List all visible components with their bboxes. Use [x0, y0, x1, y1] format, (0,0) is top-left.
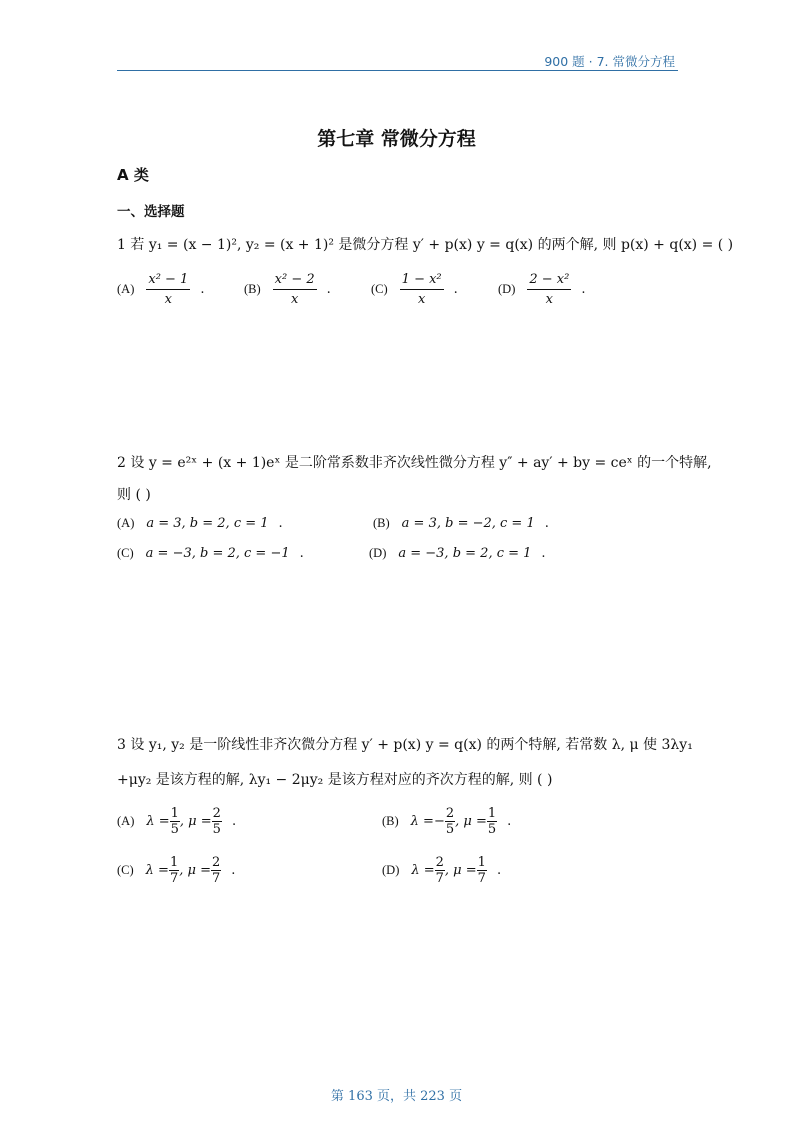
option-fraction — [273, 272, 317, 307]
option-label: (B) — [373, 516, 390, 530]
option-label: (C) — [371, 282, 388, 296]
option-fraction — [527, 272, 571, 307]
q2-option-b: (B) a = 3, b = −2, c = 1 . — [373, 516, 549, 531]
question-1-stem — [117, 235, 733, 255]
header-rule — [117, 70, 678, 71]
question-2-stem-line1 — [117, 453, 712, 473]
q1-option-b: (B) $\frac{\text{x² − 2}}{x}$ . — [244, 272, 331, 307]
option-label: (D) — [498, 282, 516, 296]
option-text: a = 3, b = 2, c = 1 — [146, 516, 269, 531]
denominator: x — [164, 292, 173, 307]
option-label: (A) — [117, 516, 135, 530]
option-fraction — [400, 272, 444, 307]
numerator: x² − 2 — [273, 272, 317, 290]
numerator: 2 − x² — [527, 272, 571, 290]
q2-option-c: (C) a = −3, b = 2, c = −1 . — [117, 546, 304, 561]
mu-fraction: $\frac{2}{5}$ — [212, 806, 221, 837]
option-text: a = −3, b = 2, c = 1 — [398, 546, 532, 561]
option-label: (C) — [117, 546, 134, 560]
lambda-fraction: $\frac{1}{5}$ — [170, 806, 179, 837]
question-text: 设 y₁, y₂ 是一阶线性非齐次微分方程 y′ + p(x) y = q(x) 的两个特解, 若常数 λ, μ 使 3λy₁ — [130, 737, 693, 753]
option-label: (A) — [117, 282, 135, 296]
subsection-label: 一、选择题 — [117, 204, 185, 220]
question-3-stem-line2: +μy₂ 是该方程的解, λy₁ − 2μy₂ 是该方程对应的齐次方程的解, 则 ( ) — [117, 772, 553, 788]
option-label: (D) — [382, 863, 400, 877]
option-text: a = −3, b = 2, c = −1 — [145, 546, 290, 561]
option-fraction — [146, 272, 190, 307]
page-footer: 第 163 页，共 223 页 — [330, 1089, 463, 1104]
section-label: A 类 — [117, 166, 149, 184]
mu-fraction: $\frac{2}{7}$ — [211, 855, 221, 886]
option-label: (B) — [244, 282, 261, 296]
q2-option-a: (A) a = 3, b = 2, c = 1 . — [117, 516, 283, 531]
lambda-fraction: $\frac{2}{7}$ — [435, 855, 444, 886]
option-label: (B) — [382, 814, 399, 828]
q2-option-d: (D) a = −3, b = 2, c = 1 . — [369, 546, 546, 561]
lambda-fraction: $\frac{1}{7}$ — [169, 855, 179, 886]
question-text: 设 y = e²ˣ + (x + 1)eˣ 是二阶常系数非齐次线性微分方程 y″ + ay′ + by = ceˣ 的一个特解, — [130, 455, 712, 471]
q3-option-b: (B) λ = − $\frac{2}{5}$ , μ = $\frac{1}{5}$ . — [382, 806, 512, 837]
denominator: x — [290, 292, 299, 307]
q1-option-c: (C) $\frac{\text{1 − x²}}{x}$ . — [371, 272, 458, 307]
mu-fraction: $\frac{1}{7}$ — [477, 855, 486, 886]
option-label: (C) — [117, 863, 134, 877]
mu-fraction: $\frac{1}{5}$ — [487, 806, 497, 837]
question-number: 1 — [117, 237, 126, 253]
numerator: 1 − x² — [400, 272, 444, 290]
chapter-title: 第七章 常微分方程 — [317, 128, 476, 150]
question-number: 3 — [117, 737, 126, 753]
q1-option-d: (D) $\frac{\text{2 − x²}}{x}$ . — [498, 272, 586, 307]
lambda-fraction: $\frac{2}{5}$ — [445, 806, 455, 837]
denominator: x — [545, 292, 554, 307]
q3-option-a: (A) λ = $\frac{1}{5}$ , μ = $\frac{2}{5}$ . — [117, 806, 237, 837]
option-label: (A) — [117, 814, 135, 828]
option-label: (D) — [369, 546, 387, 560]
q3-option-c: (C) λ = $\frac{1}{7}$ , μ = $\frac{2}{7}$ . — [117, 855, 236, 886]
question-number: 2 — [117, 455, 126, 471]
question-3-stem-line1 — [117, 735, 693, 755]
q3-option-d: (D) λ = $\frac{2}{7}$ , μ = $\frac{1}{7}$ . — [382, 855, 502, 886]
denominator: x — [417, 292, 426, 307]
running-title: 900 题 · 7. 常微分方程 — [544, 54, 675, 69]
numerator: x² − 1 — [146, 272, 190, 290]
question-2-stem-line2: 则 ( ) — [117, 487, 151, 503]
q1-option-a: (A) $\frac{\text{x² − 1}}{x}$ . — [117, 272, 205, 307]
question-text: 若 y₁ = (x − 1)², y₂ = (x + 1)² 是微分方程 y′ + p(x) y = q(x) 的两个解, 则 p(x) + q(x) = ( ) — [130, 237, 734, 253]
option-text: a = 3, b = −2, c = 1 — [401, 516, 535, 531]
